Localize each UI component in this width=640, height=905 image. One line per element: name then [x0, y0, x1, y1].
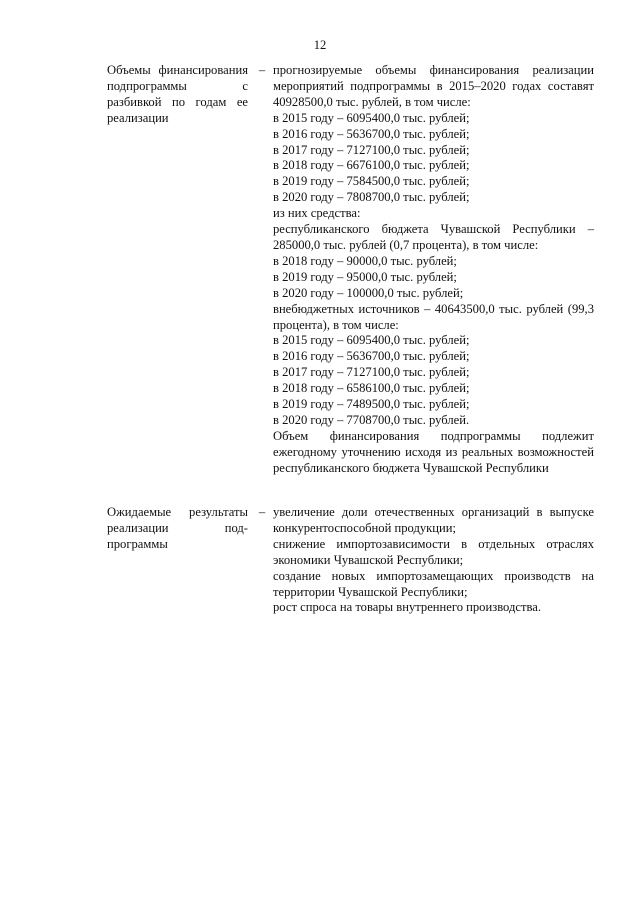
- content-paragraph: рост спроса на товары внутреннего производства.: [273, 600, 542, 615]
- content-paragraph: в 2019 году – 7584500,0 тыс. рублей;: [273, 174, 470, 189]
- content-paragraph: внебюджетных источников – 40643500,0 тыс. рублей (99,3 процента), в том числе:: [273, 301, 594, 332]
- content-paragraph: в 2020 году – 7708700,0 тыс. рублей.: [273, 412, 470, 427]
- content-paragraph: в 2016 году – 5636700,0 тыс. рублей;: [273, 126, 470, 141]
- content-paragraph: Объем финансирования подпрограммы подлежит ежегодному уточнению исходя из реальных возможностей республиканского бюджета Чувашской Республики: [273, 428, 594, 475]
- content-paragraph: в 2018 году – 90000,0 тыс. рублей;: [273, 253, 457, 268]
- content-paragraph: в 2017 году – 7127100,0 тыс. рублей;: [273, 142, 470, 157]
- content-paragraph: в 2015 году – 6095400,0 тыс. рублей;: [273, 333, 470, 348]
- content-paragraph: создание новых импортозамещающих производств на территории Чувашской Республики;: [273, 568, 594, 599]
- content-paragraph: в 2020 году – 7808700,0 тыс. рублей;: [273, 190, 470, 205]
- row-dash: –: [258, 505, 266, 519]
- content-paragraph: в 2020 году – 100000,0 тыс. рублей;: [273, 285, 464, 300]
- expected-results-label: Ожидаемые результаты реализации подпрограммы: [107, 505, 248, 551]
- content-paragraph: в 2016 году – 5636700,0 тыс. рублей;: [273, 349, 470, 364]
- page-number: 12: [313, 38, 327, 52]
- row-dash: –: [258, 63, 266, 77]
- content-paragraph: снижение импортозависимости в отдельных отраслях экономики Чувашской Республики;: [273, 536, 594, 567]
- content-paragraph: в 2015 году – 6095400,0 тыс. рублей;: [273, 110, 470, 125]
- content-paragraph: увеличение доли отечественных организаций в выпуске конкурентоспособной продукции;: [273, 505, 594, 535]
- content-paragraph: в 2019 году – 95000,0 тыс. рублей;: [273, 269, 457, 284]
- financing-volume-label: Объемы финансирования подпрограммы с разбивкой по годам ее реализации: [107, 63, 248, 125]
- content-paragraph: прогнозируемые объемы финансирования реализации мероприятий подпрограммы в 2015–2020 годах составят 40928500,0 тыс. рублей, в том числе:: [273, 63, 594, 109]
- expected-results-content: [273, 505, 594, 616]
- content-paragraph: в 2018 году – 6676100,0 тыс. рублей;: [273, 158, 470, 173]
- financing-volume-content: [273, 63, 594, 477]
- content-paragraph: из них средства:: [273, 206, 361, 221]
- content-paragraph: в 2019 году – 7489500,0 тыс. рублей;: [273, 397, 470, 412]
- content-paragraph: республиканского бюджета Чувашской Республики – 285000,0 тыс. рублей (0,7 процента), в том числе:: [273, 222, 594, 252]
- content-paragraph: в 2017 году – 7127100,0 тыс. рублей;: [273, 365, 470, 380]
- content-paragraph: в 2018 году – 6586100,0 тыс. рублей;: [273, 381, 470, 396]
